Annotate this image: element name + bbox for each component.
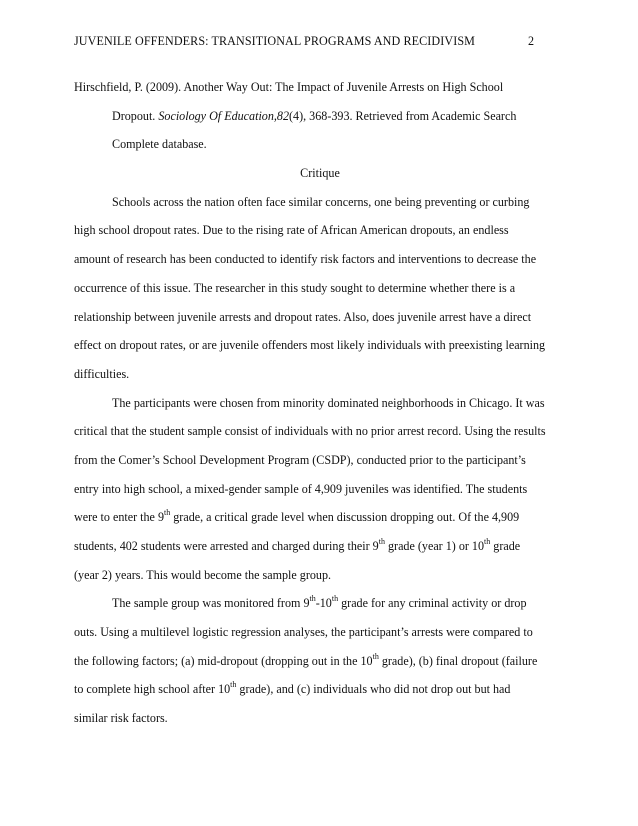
superscript: th: [378, 536, 385, 546]
superscript: th: [331, 594, 339, 604]
text-run: to complete high school after 10: [74, 682, 231, 697]
paragraph-1: [74, 188, 566, 389]
text-run: grade for any criminal activity or drop: [338, 596, 527, 611]
superscript: th: [230, 680, 237, 690]
citation-text: Dropout.: [112, 108, 159, 123]
paragraph-line: (year 2) years. This would become the sample group.: [74, 567, 332, 582]
paragraph-line: effect on dropout rates, or are juvenile offenders most likely individuals with preexisting learning: [74, 338, 546, 353]
paragraph-line: The participants were chosen from minority dominated neighborhoods in Chicago. It was: [112, 395, 545, 410]
text-run: grade: [490, 539, 521, 553]
paragraph-line: [74, 589, 566, 618]
text-run: -10: [315, 596, 332, 611]
paragraph-line: amount of research has been conducted to identify risk factors and interventions to decrease the: [74, 252, 537, 267]
paragraph-line: difficulties.: [74, 366, 130, 381]
text-run: students, 402 students were arrested and charged during their 9: [74, 539, 379, 553]
paragraph-line: Schools across the nation often face similar concerns, one being preventing or curbing: [112, 194, 530, 209]
running-head: JUVENILE OFFENDERS: TRANSITIONAL PROGRAMS AND RECIDIVISM: [74, 34, 476, 48]
superscript: th: [164, 508, 171, 518]
paragraph-line: [74, 647, 566, 676]
paragraph-line: occurrence of this issue. The researcher in this study sought to determine whether there is a: [74, 280, 516, 295]
paragraph-line: entry into high school, a mixed-gender sample of 4,909 juveniles was identified. The students: [74, 481, 528, 496]
text-run: grade, a critical grade level when discussion dropping out. Of the 4,909: [170, 510, 520, 525]
citation-line: Complete database.: [112, 137, 207, 152]
section-heading: Critique: [300, 166, 340, 181]
paragraph-line: relationship between juvenile arrests and dropout rates. Also, does juvenile arrest have a direct: [74, 309, 532, 324]
superscript: th: [372, 651, 379, 661]
paragraph-line: high school dropout rates. Due to the rising rate of African American dropouts, an endless: [74, 223, 509, 238]
superscript: th: [309, 594, 316, 604]
text-run: grade), (b) final dropout (failure: [378, 653, 538, 668]
paragraph-line: from the Comer’s School Development Program (CSDP), conducted prior to the participant’s: [74, 452, 526, 467]
paragraph-3: [74, 589, 566, 732]
page-number: 2: [527, 34, 534, 48]
citation: [74, 73, 566, 159]
paragraph-line: [74, 675, 566, 704]
text-run: grade), and (c) individuals who did not drop out but had: [236, 682, 511, 697]
journal-title: Sociology Of Education,82: [158, 108, 290, 123]
paragraph-line: similar risk factors.: [74, 711, 168, 726]
document-body: [74, 73, 566, 733]
text-run: were to enter the 9: [74, 510, 164, 525]
paragraph-2: [74, 389, 566, 590]
text-run: grade (year 1) or 10: [384, 539, 485, 553]
citation-text: (4), 368-393. Retrieved from Academic Search: [289, 108, 517, 123]
text-run: the following factors; (a) mid-dropout (dropping out in the 10: [74, 653, 373, 668]
superscript: th: [484, 536, 491, 546]
paragraph-line: [74, 532, 566, 561]
paragraph-line: [74, 503, 566, 532]
citation-line: [74, 102, 566, 131]
paragraph-line: critical that the student sample consist of individuals with no prior arrest record. Using the results: [74, 424, 546, 439]
paragraph-line: outs. Using a multilevel logistic regression analyses, the participant’s arrests were compared to: [74, 625, 533, 640]
running-header: [74, 34, 534, 54]
citation-line: Hirschfield, P. (2009). Another Way Out: The Impact of Juvenile Arrests on High School: [74, 80, 504, 94]
text-run: The sample group was monitored from 9: [112, 596, 310, 611]
